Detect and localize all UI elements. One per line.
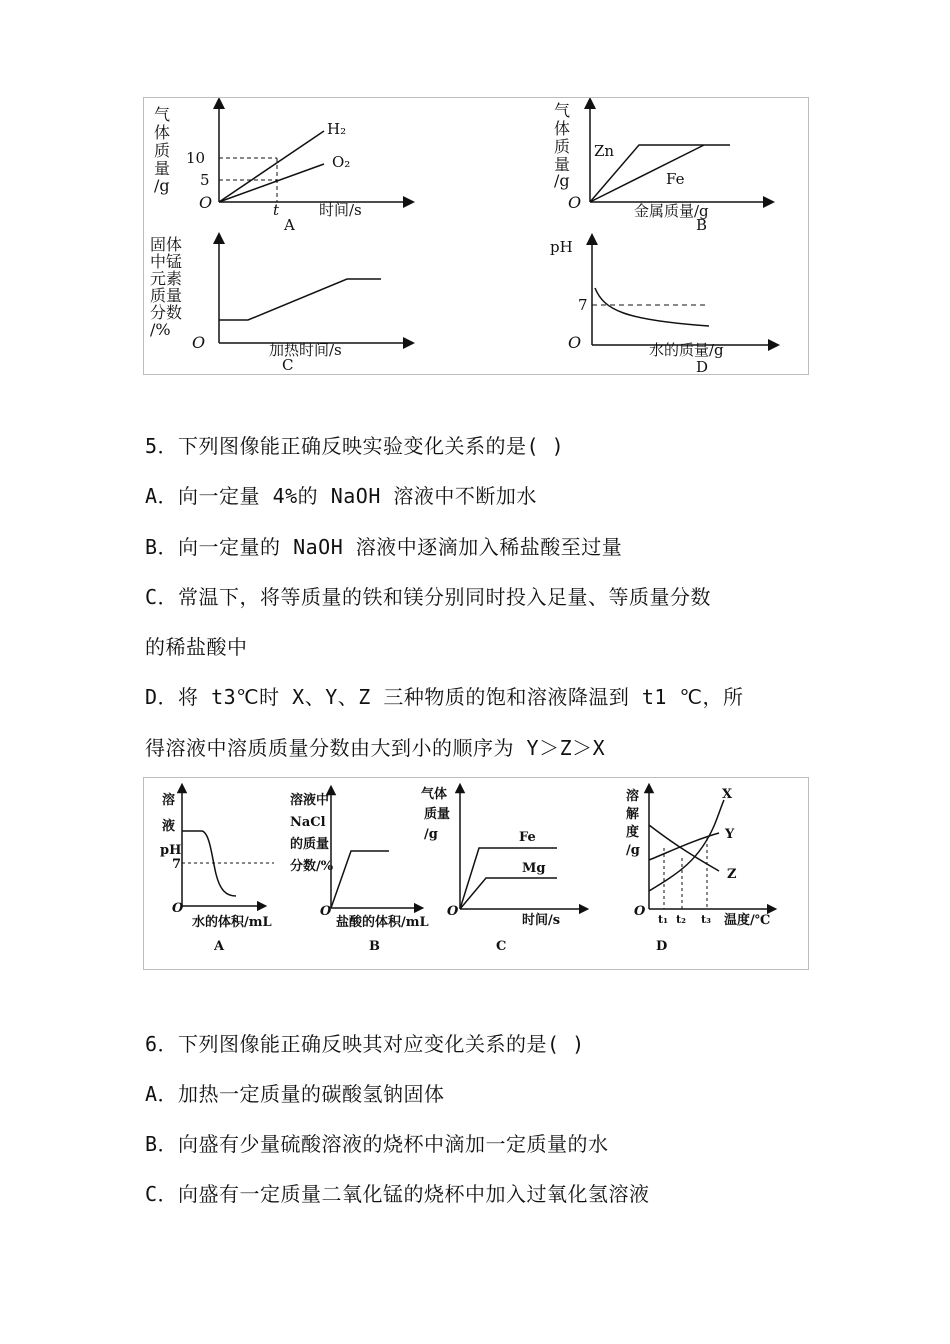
graph-1c-xlabel: 加热时间/s [269,341,342,359]
svg-text:质量: 质量 [150,286,183,305]
q6-option-c: C．向盛有一定质量二氧化锰的烧杯中加入过氧化氢溶液 [145,1182,650,1206]
svg-text:体: 体 [154,123,171,142]
svg-text:质量: 质量 [424,807,451,822]
graph-1a-o2-line [219,164,324,202]
figure-1-svg [144,98,808,374]
q5-stem: 5．下列图像能正确反映实验变化关系的是( ) [145,434,565,458]
graph-1a-caption: A [284,216,295,234]
svg-text:/g: /g [554,171,570,190]
graph-1b-origin: O [568,193,582,212]
graph-1a-origin: O [199,193,213,212]
graph-2d-z-label: Z [727,867,737,882]
graph-2a-xlabel: 水的体积/mL [192,915,272,930]
graph-2d-x-label: X [722,787,733,802]
svg-text:分数/%: 分数/% [290,859,334,874]
svg-text:固体: 固体 [150,235,183,254]
svg-text:溶: 溶 [162,793,176,808]
svg-text:气: 气 [554,101,571,120]
graph-1b-fe-label: Fe [666,170,685,188]
graph-1a-h2-line [219,131,324,202]
q5-option-b: B．向一定量的 NaOH 溶液中逐滴加入稀盐酸至过量 [145,535,623,559]
graph-2b-origin: O [320,904,332,919]
graph-1d-caption: D [696,358,709,374]
svg-text:/g: /g [424,827,438,842]
graph-2d-xlabel: 温度/℃ [724,913,771,928]
graph-1b-ylabel [554,101,570,190]
svg-text:度: 度 [626,825,640,840]
graph-2c-xlabel: 时间/s [522,913,561,928]
svg-text:液: 液 [162,819,176,834]
svg-text:/%: /% [150,320,171,339]
svg-text:元素: 元素 [150,269,183,288]
graph-2b [290,790,429,954]
graph-1d-ytick-7: 7 [578,296,588,314]
svg-text:溶液中: 溶液中 [290,793,330,808]
graph-1d-ylabel: pH [550,238,573,256]
q5-option-a: A．向一定量 4%的 NaOH 溶液中不断加水 [145,484,537,508]
graph-1b [554,101,769,234]
svg-text:量: 量 [554,155,571,174]
svg-text:中锰: 中锰 [150,252,183,271]
graph-2c-fe-label: Fe [519,830,536,845]
graph-2d-z-curve [649,825,719,871]
svg-text:分数: 分数 [150,303,183,322]
graph-2c-mg-label: Mg [522,861,546,876]
svg-text:气: 气 [154,105,171,124]
graph-2d-y-curve [649,833,719,860]
graph-2b-xlabel: 盐酸的体积/mL [336,915,429,930]
svg-text:质: 质 [154,141,171,160]
svg-text:/g: /g [626,843,640,858]
graph-1c-ylabel [150,235,182,339]
svg-text:pH: pH [160,843,182,858]
graph-2b-curve [331,851,389,908]
graph-2c [421,786,584,954]
svg-text:溶: 溶 [626,789,640,804]
graph-2c-origin: O [447,904,459,919]
graph-1a-o2-label: O₂ [332,153,351,171]
graph-2a-caption: A [214,939,225,954]
graph-2a [160,788,274,954]
q5-option-d: D．将 t3℃时 X、Y、Z 三种物质的饱和溶液降温到 t1 ℃，所 [145,685,744,709]
graph-1a [154,103,409,234]
graph-2a-ytick-7: 7 [172,857,182,872]
graph-1b-zn-label: Zn [594,142,615,160]
svg-text:/g: /g [154,176,170,195]
graph-1c-curve [219,279,381,320]
svg-text:解: 解 [626,807,640,822]
q6-option-b: B．向盛有少量硫酸溶液的烧杯中滴加一定质量的水 [145,1132,609,1156]
graph-1a-xlabel: 时间/s [319,201,362,219]
svg-text:气体: 气体 [421,787,448,802]
svg-text:NaCl: NaCl [290,815,326,830]
q6-option-a: A．加热一定质量的碳酸氢钠固体 [145,1082,445,1106]
q5-option-c-cont: 的稀盐酸中 [145,635,248,659]
graph-2a-origin: O [172,901,184,916]
graph-1a-ytick-10: 10 [186,149,206,167]
graph-2c-caption: C [496,939,507,954]
q5-option-d-cont: 得溶液中溶质质量分数由大到小的顺序为 Y＞Z＞X [145,736,606,760]
graph-2d-caption: D [656,939,668,954]
graph-1a-h2-label: H₂ [327,120,347,138]
svg-text:体: 体 [554,119,571,138]
graph-1c [150,235,409,374]
graph-1a-xtick-t: t [273,201,280,219]
graph-1a-ylabel [154,105,170,195]
graph-1d-xlabel: 水的质量/g [649,341,724,359]
svg-text:的质量: 的质量 [290,837,330,852]
figure-2-svg [144,778,808,969]
graph-2c-mg-line [460,878,557,909]
graph-1b-caption: B [696,216,708,234]
graph-2d-xtick-t1: t₁ [658,913,668,926]
graph-2d [626,787,772,954]
figure-1-panel [143,97,809,375]
graph-2d-origin: O [634,904,646,919]
graph-1d [550,238,774,374]
q6-stem: 6．下列图像能正确反映其对应变化关系的是( ) [145,1032,585,1056]
graph-1d-origin: O [568,333,582,352]
graph-1a-ytick-5: 5 [200,171,210,189]
graph-1b-xlabel: 金属质量/g [634,202,709,220]
graph-1c-caption: C [282,356,294,374]
graph-1d-curve [595,288,709,326]
svg-text:量: 量 [154,159,171,178]
figure-2-panel [143,777,809,970]
svg-text:质: 质 [554,137,571,156]
graph-2b-caption: B [369,939,380,954]
graph-1c-origin: O [192,333,206,352]
graph-2d-x-curve [649,800,724,891]
q5-option-c: C．常温下，将等质量的铁和镁分别同时投入足量、等质量分数 [145,585,712,609]
graph-2d-xtick-t2: t₂ [676,913,686,926]
graph-2d-y-label: Y [725,827,735,842]
graph-2d-xtick-t3: t₃ [701,913,711,926]
